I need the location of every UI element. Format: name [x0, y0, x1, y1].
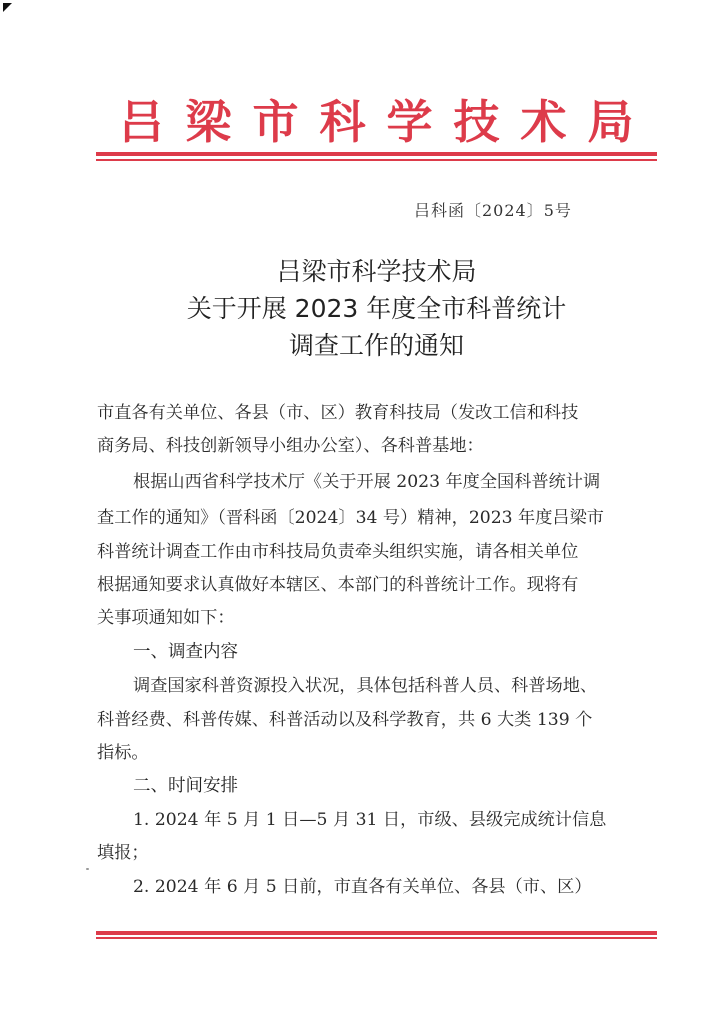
- section-2-item-1-line-1: 1. 2024 年 5 月 1 日—5 月 31 日，市级、县级完成统计信息: [133, 810, 607, 830]
- intro-line-1: 根据山西省科学技术厅《关于开展 2023 年度全国科普统计调: [133, 472, 601, 492]
- section-1-line-3: 指标。: [97, 743, 149, 763]
- section-2-item-1-line-2: 填报；: [97, 843, 149, 863]
- notice-title-line-2: 关于开展 2023 年度全市科普统计: [186, 294, 567, 323]
- letterhead-rule-thin: [96, 159, 657, 161]
- addressee-line-1: 市直各有关单位、各县（市、区）教育科技局（发改工信和科技: [97, 403, 579, 423]
- intro-line-3: 科普统计调查工作由市科技局负责牵头组织实施，请各相关单位: [97, 542, 579, 562]
- footer-rule-thick: [96, 931, 657, 935]
- scan-speck: [86, 868, 89, 870]
- notice-title-line-3: 调查工作的通知: [288, 331, 464, 360]
- letterhead-title: 吕梁市科学技术局: [118, 95, 655, 149]
- intro-line-4: 根据通知要求认真做好本辖区、本部门的科普统计工作。现将有: [97, 575, 579, 595]
- notice-title-line-1: 吕梁市科学技术局: [276, 257, 477, 286]
- section-2-item-2-line-1: 2. 2024 年 6 月 5 日前，市直各有关单位、各县（市、区）: [133, 877, 592, 897]
- section-1-line-1: 调查国家科普资源投入状况，具体包括科普人员、科普场地、: [133, 676, 598, 696]
- scan-corner-mark: [3, 3, 12, 12]
- section-1-heading: 一、调查内容: [133, 642, 238, 662]
- document-number: 吕科函〔2024〕5号: [414, 201, 572, 220]
- intro-line-5: 关事项通知如下：: [97, 608, 235, 628]
- addressee-line-2: 商务局、科技创新领导小组办公室）、各科普基地：: [97, 436, 484, 456]
- section-2-heading: 二、时间安排: [133, 776, 238, 796]
- footer-rule-thin: [96, 937, 657, 939]
- section-1-line-2: 科普经费、科普传媒、科普活动以及科学教育，共 6 大类 139 个: [97, 710, 593, 730]
- intro-line-2: 查工作的通知》（晋科函〔2024〕34 号）精神，2023 年度吕梁市: [97, 508, 604, 528]
- letterhead-rule-thick: [96, 152, 657, 156]
